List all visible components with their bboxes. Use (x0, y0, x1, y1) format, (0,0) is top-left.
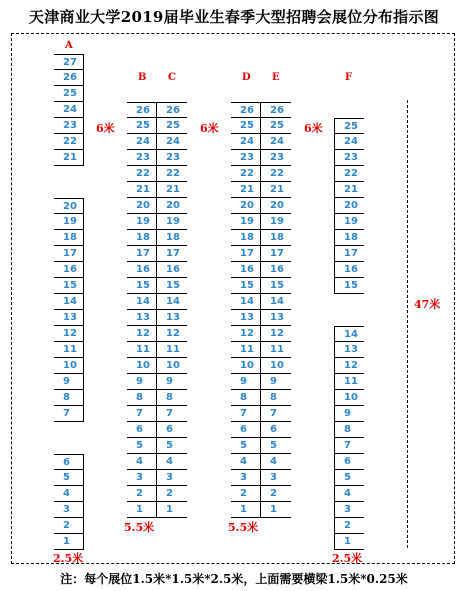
booth-e-13: 13 (261, 310, 291, 326)
length-guide-line (407, 100, 408, 548)
booth-b-22: 22 (127, 166, 157, 182)
booth-c-7: 7 (157, 406, 187, 422)
booth-b-25: 25 (127, 118, 157, 134)
booth-a-1: 1 (54, 534, 84, 550)
booth-a-14: 14 (54, 294, 84, 310)
booth-c-16: 16 (157, 262, 187, 278)
booth-b-9: 9 (127, 374, 157, 390)
booth-b-13: 13 (127, 310, 157, 326)
booth-c-5: 5 (157, 438, 187, 454)
booth-c-23: 23 (157, 150, 187, 166)
booth-e-5: 5 (261, 438, 291, 454)
booth-f-15: 15 (334, 278, 364, 294)
booth-d-11: 11 (231, 342, 261, 358)
booth-b-12: 12 (127, 326, 157, 342)
booth-f-16: 16 (334, 262, 364, 278)
booth-f-14: 14 (334, 326, 364, 342)
booth-a-27: 27 (54, 54, 84, 70)
booth-c-3: 3 (157, 470, 187, 486)
booth-a-3: 3 (54, 502, 84, 518)
booth-a-7: 7 (54, 406, 84, 422)
booth-f-24: 24 (334, 134, 364, 150)
booth-b-11: 11 (127, 342, 157, 358)
booth-f-8: 8 (334, 422, 364, 438)
booth-d-2: 2 (231, 486, 261, 502)
booth-c-15: 15 (157, 278, 187, 294)
booth-a-20: 20 (54, 198, 84, 214)
booth-b-18: 18 (127, 230, 157, 246)
booth-c-10: 10 (157, 358, 187, 374)
booth-c-22: 22 (157, 166, 187, 182)
booth-d-21: 21 (231, 182, 261, 198)
booth-b-20: 20 (127, 198, 157, 214)
booth-e-7: 7 (261, 406, 291, 422)
booth-a-16: 16 (54, 262, 84, 278)
booth-a-8: 8 (54, 390, 84, 406)
booth-f-13: 13 (334, 342, 364, 358)
column-label-d: D (242, 72, 251, 83)
column-label-e: E (272, 72, 280, 83)
booth-d-20: 20 (231, 198, 261, 214)
booth-c-17: 17 (157, 246, 187, 262)
booth-f-7: 7 (334, 438, 364, 454)
booth-a-5: 5 (54, 470, 84, 486)
booth-b-6: 6 (127, 422, 157, 438)
booth-c-1: 1 (157, 502, 187, 518)
booth-a-2: 2 (54, 518, 84, 534)
booth-d-14: 14 (231, 294, 261, 310)
booth-b-8: 8 (127, 390, 157, 406)
booth-f-10: 10 (334, 390, 364, 406)
booth-e-18: 18 (261, 230, 291, 246)
booth-d-23: 23 (231, 150, 261, 166)
booth-b-15: 15 (127, 278, 157, 294)
booth-c-26: 26 (157, 102, 187, 118)
booth-a-15: 15 (54, 278, 84, 294)
booth-f-6: 6 (334, 454, 364, 470)
aisle-width-a-b: 6米 (96, 122, 115, 135)
booth-f-18: 18 (334, 230, 364, 246)
booth-f-21: 21 (334, 182, 364, 198)
booth-a-22: 22 (54, 134, 84, 150)
booth-e-11: 11 (261, 342, 291, 358)
booth-c-20: 20 (157, 198, 187, 214)
bottom-gap-d-e: 5.5米 (228, 521, 259, 534)
booth-b-21: 21 (127, 182, 157, 198)
booth-f-20: 20 (334, 198, 364, 214)
booth-a-18: 18 (54, 230, 84, 246)
booth-c-12: 12 (157, 326, 187, 342)
booth-b-7: 7 (127, 406, 157, 422)
booth-e-17: 17 (261, 246, 291, 262)
booth-b-24: 24 (127, 134, 157, 150)
booth-a-23: 23 (54, 118, 84, 134)
booth-e-12: 12 (261, 326, 291, 342)
bottom-gap-right: 2.5米 (332, 552, 363, 565)
booth-e-6: 6 (261, 422, 291, 438)
column-label-b: B (138, 72, 147, 83)
booth-f-11: 11 (334, 374, 364, 390)
booth-c-2: 2 (157, 486, 187, 502)
booth-d-24: 24 (231, 134, 261, 150)
booth-d-3: 3 (231, 470, 261, 486)
page-title: 天津商业大学2019届毕业生春季大型招聘会展位分布指示图 (28, 8, 440, 26)
booth-d-6: 6 (231, 422, 261, 438)
booth-e-26: 26 (261, 102, 291, 118)
booth-d-26: 26 (231, 102, 261, 118)
booth-c-8: 8 (157, 390, 187, 406)
booth-d-5: 5 (231, 438, 261, 454)
booth-c-25: 25 (157, 118, 187, 134)
booth-e-1: 1 (261, 502, 291, 518)
booth-e-3: 3 (261, 470, 291, 486)
booth-f-19: 19 (334, 214, 364, 230)
booth-d-9: 9 (231, 374, 261, 390)
column-label-a: A (65, 40, 73, 51)
column-label-c: C (168, 72, 176, 83)
booth-d-13: 13 (231, 310, 261, 326)
booth-c-24: 24 (157, 134, 187, 150)
booth-c-21: 21 (157, 182, 187, 198)
booth-e-25: 25 (261, 118, 291, 134)
booth-e-19: 19 (261, 214, 291, 230)
booth-e-23: 23 (261, 150, 291, 166)
booth-f-5: 5 (334, 470, 364, 486)
booth-d-4: 4 (231, 454, 261, 470)
booth-d-18: 18 (231, 230, 261, 246)
booth-f-3: 3 (334, 502, 364, 518)
booth-a-17: 17 (54, 246, 84, 262)
booth-d-8: 8 (231, 390, 261, 406)
booth-a-9: 9 (54, 374, 84, 390)
booth-a-24: 24 (54, 102, 84, 118)
booth-a-12: 12 (54, 326, 84, 342)
booth-a-6: 6 (54, 454, 84, 470)
booth-b-3: 3 (127, 470, 157, 486)
booth-e-8: 8 (261, 390, 291, 406)
booth-f-17: 17 (334, 246, 364, 262)
booth-a-4: 4 (54, 486, 84, 502)
booth-d-7: 7 (231, 406, 261, 422)
booth-e-15: 15 (261, 278, 291, 294)
booth-b-4: 4 (127, 454, 157, 470)
booth-d-16: 16 (231, 262, 261, 278)
booth-a-26: 26 (54, 70, 84, 86)
booth-f-23: 23 (334, 150, 364, 166)
booth-b-5: 5 (127, 438, 157, 454)
booth-e-14: 14 (261, 294, 291, 310)
booth-d-19: 19 (231, 214, 261, 230)
booth-d-10: 10 (231, 358, 261, 374)
bottom-gap-b-c: 5.5米 (124, 521, 155, 534)
booth-b-14: 14 (127, 294, 157, 310)
booth-c-19: 19 (157, 214, 187, 230)
booth-b-2: 2 (127, 486, 157, 502)
booth-c-6: 6 (157, 422, 187, 438)
aisle-width-e-f: 6米 (304, 122, 323, 135)
booth-e-16: 16 (261, 262, 291, 278)
booth-e-22: 22 (261, 166, 291, 182)
booth-e-21: 21 (261, 182, 291, 198)
booth-a-19: 19 (54, 214, 84, 230)
booth-a-21: 21 (54, 150, 84, 166)
booth-a-25: 25 (54, 86, 84, 102)
booth-c-14: 14 (157, 294, 187, 310)
booth-d-12: 12 (231, 326, 261, 342)
aisle-width-c-d: 6米 (200, 122, 219, 135)
booth-f-9: 9 (334, 406, 364, 422)
booth-f-4: 4 (334, 486, 364, 502)
booth-a-11: 11 (54, 342, 84, 358)
booth-d-17: 17 (231, 246, 261, 262)
booth-a-10: 10 (54, 358, 84, 374)
booth-b-26: 26 (127, 102, 157, 118)
footer-note: 注：每个展位1.5米*1.5米*2.5米，上面需要横梁1.5米*0.25米 (60, 572, 408, 586)
booth-f-1: 1 (334, 534, 364, 550)
booth-c-9: 9 (157, 374, 187, 390)
booth-b-16: 16 (127, 262, 157, 278)
booth-f-22: 22 (334, 166, 364, 182)
booth-f-25: 25 (334, 118, 364, 134)
booth-c-18: 18 (157, 230, 187, 246)
booth-e-20: 20 (261, 198, 291, 214)
booth-f-12: 12 (334, 358, 364, 374)
booth-e-9: 9 (261, 374, 291, 390)
booth-a-13: 13 (54, 310, 84, 326)
booth-d-25: 25 (231, 118, 261, 134)
booth-f-2: 2 (334, 518, 364, 534)
booth-b-17: 17 (127, 246, 157, 262)
booth-c-4: 4 (157, 454, 187, 470)
bottom-gap-left: 2.5米 (53, 552, 84, 565)
booth-e-2: 2 (261, 486, 291, 502)
booth-e-24: 24 (261, 134, 291, 150)
booth-c-11: 11 (157, 342, 187, 358)
booth-c-13: 13 (157, 310, 187, 326)
booth-d-1: 1 (231, 502, 261, 518)
booth-b-23: 23 (127, 150, 157, 166)
column-label-f: F (345, 72, 353, 83)
booth-b-1: 1 (127, 502, 157, 518)
booth-b-10: 10 (127, 358, 157, 374)
booth-d-15: 15 (231, 278, 261, 294)
total-length-label: 47米 (414, 298, 441, 311)
booth-e-10: 10 (261, 358, 291, 374)
booth-e-4: 4 (261, 454, 291, 470)
booth-d-22: 22 (231, 166, 261, 182)
booth-b-19: 19 (127, 214, 157, 230)
